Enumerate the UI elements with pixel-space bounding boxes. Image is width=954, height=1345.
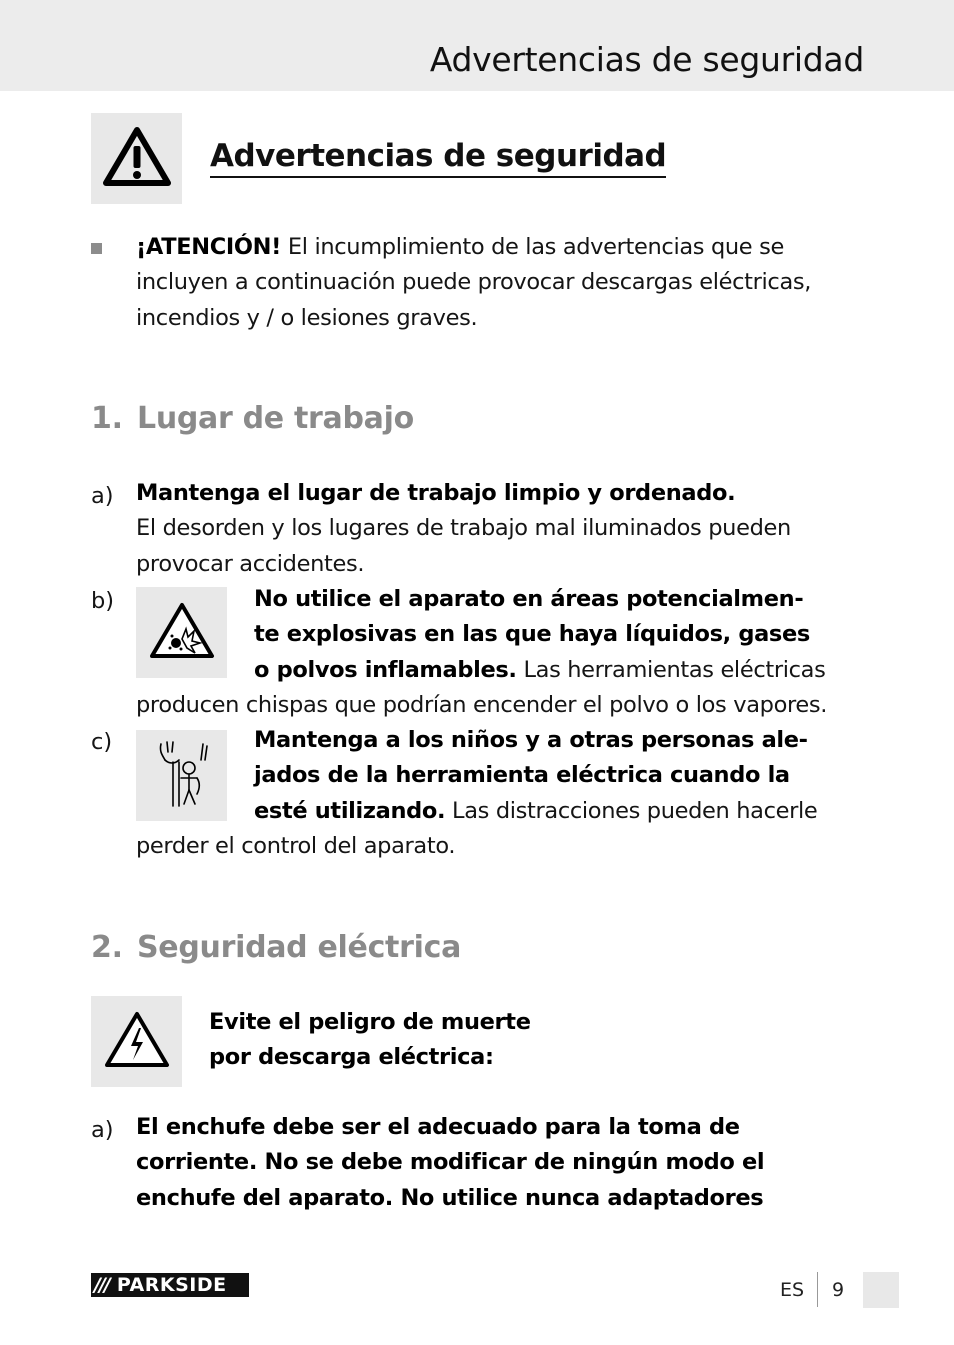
section-title: Lugar de trabajo [137, 401, 414, 436]
item-bold-text: enchufe del aparato. No utilice nunca adaptadores [136, 1184, 764, 1211]
attention-text-line: El incumplimiento de las advertencias que se [281, 234, 784, 260]
item-c-text [136, 723, 817, 864]
main-heading: Advertencias de seguridad [210, 138, 666, 178]
item-text: Las distracciones pueden hacerle [445, 797, 818, 824]
item-text-line: perder el control del aparato. [136, 832, 456, 859]
logo-slashes: /// [94, 1274, 109, 1296]
section-title: Seguridad eléctrica [137, 930, 462, 965]
attention-label: ¡ATENCIÓN! [136, 234, 282, 260]
footer-divider [817, 1272, 818, 1307]
section-heading-seguridad [91, 930, 461, 965]
page-number: 9 [832, 1279, 845, 1301]
attention-text-line: incendios y / o lesiones graves. [136, 304, 478, 331]
item-text-line: El desorden y los lugares de trabajo mal iluminados pueden [136, 515, 791, 542]
item-label: a) [91, 483, 114, 509]
parkside-logo [91, 1273, 249, 1297]
warning-icon-box [91, 113, 182, 204]
item-bold-text: No utilice el aparato en áreas potencialmen- [254, 586, 804, 612]
item-label: a) [91, 1117, 114, 1143]
item-bold-text: corriente. No se debe modificar de ningún modo el [136, 1149, 765, 1176]
attention-paragraph [136, 230, 811, 336]
item-text: Las herramientas eléctricas [516, 656, 826, 683]
footer-tab-marker [863, 1272, 899, 1308]
logo-brand: PARKSIDE [116, 1274, 227, 1296]
item-text-line: provocar accidentes. [136, 550, 365, 577]
item-label: b) [91, 588, 115, 614]
item-bold-text: jados de la herramienta eléctrica cuando la [254, 762, 790, 789]
page-header-title: Advertencias de seguridad [429, 40, 864, 79]
item-text-line: producen chispas que podrían encender el polvo o los vapores. [136, 691, 828, 718]
electric-shock-icon [103, 1010, 171, 1074]
bullet-marker [91, 243, 102, 254]
section-number: 1. [91, 401, 123, 436]
item-bold-text: Mantenga a los niños y a otras personas ale- [254, 727, 808, 753]
item-bold-text: Mantenga el lugar de trabajo limpio y ordenado. [136, 480, 736, 506]
language-code: ES [780, 1279, 805, 1301]
warning-triangle-icon [102, 126, 172, 192]
section-heading-lugar [91, 401, 414, 436]
item-b-text [136, 582, 827, 723]
attention-text-line: incluyen a continuación puede provocar descargas eléctricas, [136, 269, 812, 296]
warning-text-line: por descarga eléctrica: [209, 1044, 494, 1071]
item-bold-text: esté utilizando. [254, 797, 446, 824]
electric-warning-text [209, 1005, 531, 1076]
section-number: 2. [91, 930, 123, 965]
electric-icon-box [91, 996, 182, 1087]
item-bold-text: o polvos inflamables. [254, 656, 517, 683]
item-bold-text: El enchufe debe ser el adecuado para la toma de [136, 1114, 740, 1140]
item-a-text [136, 476, 791, 582]
warning-text-line: Evite el peligro de muerte [209, 1009, 531, 1035]
item-bold-text: te explosivas en las que haya líquidos, gases [254, 621, 810, 648]
item-2a-text [136, 1110, 764, 1216]
item-label: c) [91, 729, 113, 755]
